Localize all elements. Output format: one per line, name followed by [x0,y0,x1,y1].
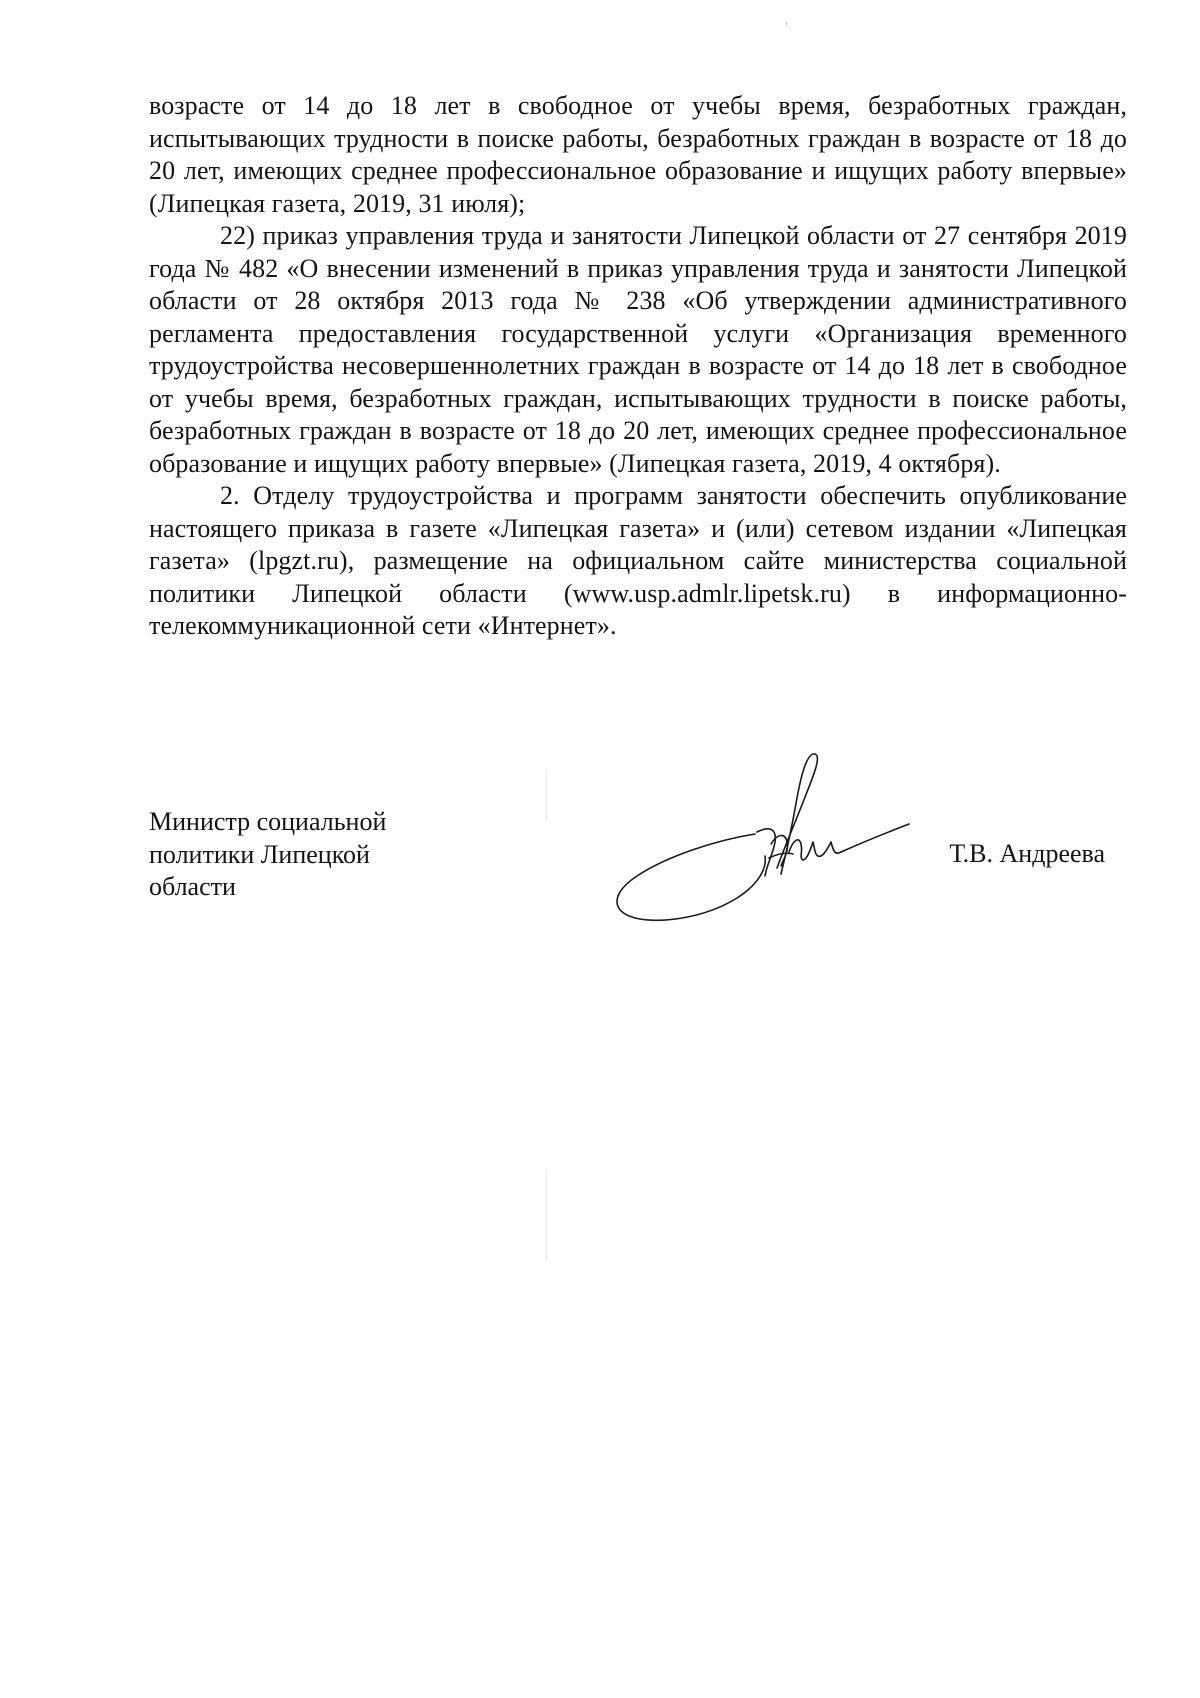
scan-fold-line [546,770,547,820]
paragraph-item-22: 22) приказ управления труда и занятости Липецкой области от 27 сентября 2019 года № 482 «О внесении изменений в приказ управления труда и занятости Липецкой области от 28 октября 2013 года № 238 «Об утверждении административного регламента предоставления государственной услуги «Организация временного трудоустройства несовершеннолетних граждан в возрасте от 14 до 18 лет в свободное от учебы время, безработных граждан, испытывающих трудности в поиске работы, безработных граждан в возрасте от 18 до 20 лет, имеющих среднее профессиональное образование и ищущих работу впервые» (Липецкая газета, 2019, 4 октября). [149,221,1127,478]
signer-title [149,806,439,904]
handwritten-signature [607,748,917,928]
scan-speck [786,22,787,25]
signature-block [149,806,1127,926]
paragraph-item-2: 2. Отделу трудоустройства и программ занятости обеспечить опубликование настоящего приказа в газете «Липецкая газета» и (или) сетевом издании «Липецкая газета» (lpgzt.ru), размещение на официальном сайте министерства социальной политики Липецкой области (www.usp.admlr.lipetsk.ru) в информационно-телекоммуникационной сети «Интернет». [149,481,1127,640]
signer-name: Т.В. Андреева [949,839,1105,868]
scan-fold-line [546,1170,547,1260]
signer-title-line: Министр социальной [149,807,387,836]
signer-title-line: политики Липецкой [149,839,370,869]
document-body [149,90,1127,643]
paragraph-continuation: возрасте от 14 до 18 лет в свободное от учебы время, безработных граждан, испытывающих трудности в поиске работы, безработных граждан в возрасте от 18 до 20 лет, имеющих среднее профессиональное образование и ищущих работу впервые» (Липецкая газета, 2019, 31 июля); [149,91,1127,218]
signer-title-line: области [149,872,236,901]
